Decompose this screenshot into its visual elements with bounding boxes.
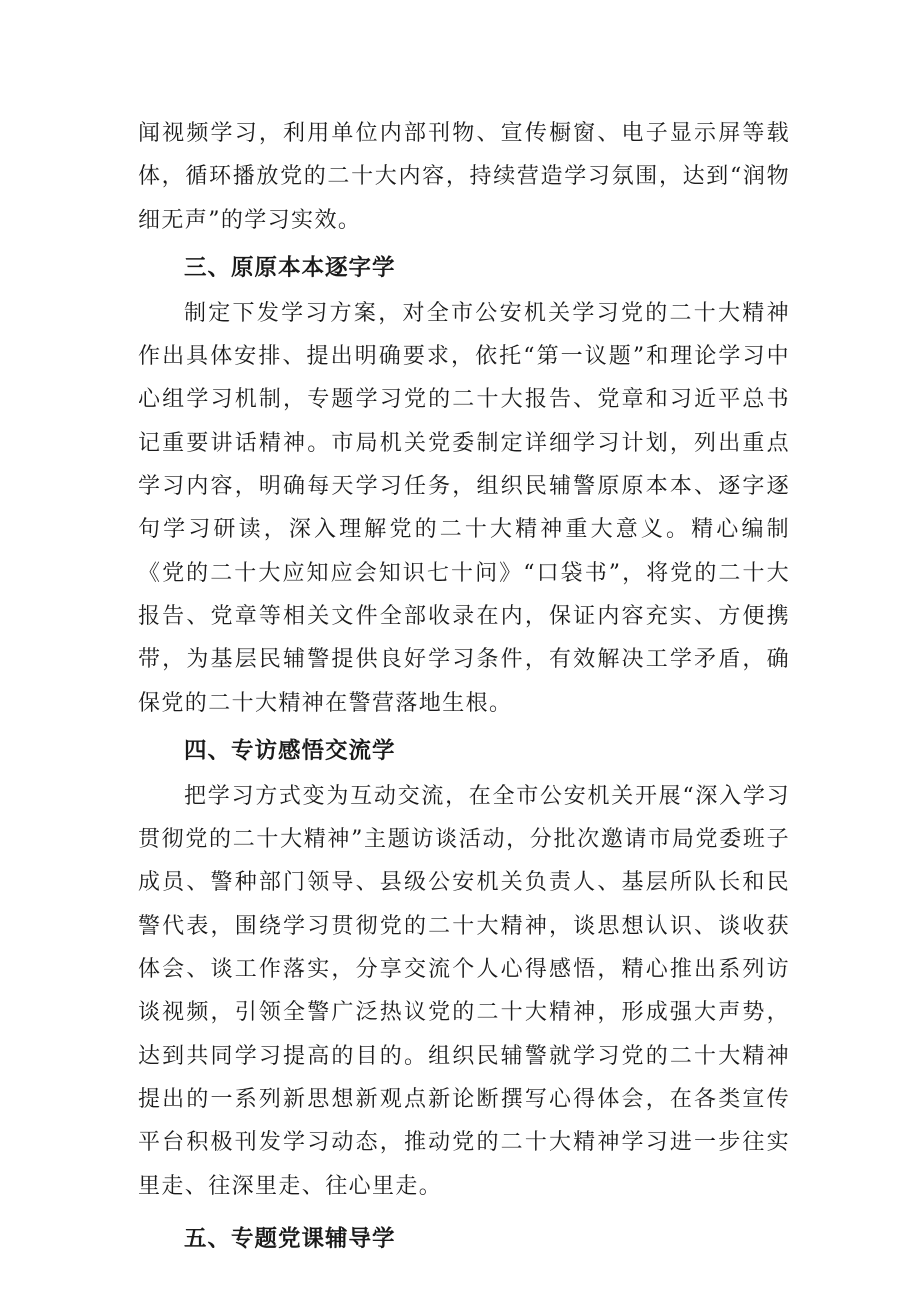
section-5-heading: 五、专题党课辅导学 (184, 1225, 396, 1252)
section-4-paragraph: 把学习方式变为互动交流，在全市公安机关开展“深入学习贯彻党的二十大精神”主题访谈活动，分批次邀请市局党委班子成员、警种部门领导、县级公安机关负责人、基层所队长和民警代表，围绕学习贯彻党的二十大精神，谈思想认识、谈收获体会、谈工作落实，分享交流个人心得感悟，精心推出系列访谈视频，引领全警广泛热议党的二十大精神，形成强大声势，达到共同学习提高的目的。组织民辅警就学习党的二十大精神提出的一系列新思想新观点新论断撰写心得体会，在各类宣传平台积极刊发学习动态，推动党的二十大精神学习进一步往实里走、往深里走、往心里走。 (138, 783, 790, 1199)
section-3-paragraph: 制定下发学习方案，对全市公安机关学习党的二十大精神作出具体安排、提出明确要求，依托“第一议题”和理论学习中心组学习机制，专题学习党的二十大报告、党章和习近平总书记重要讲话精神。市局机关党委制定详细学习计划，列出重点学习内容，明确每天学习任务，组织民辅警原原本本、逐字逐句学习研读，深入理解党的二十大精神重大意义。精心编制《党的二十大应知应会知识七十问》“口袋书”，将党的二十大报告、党章等相关文件全部收录在内，保证内容充实、方便携带，为基层民辅警提供良好学习条件，有效解决工学矛盾，确保党的二十大精神在警营落地生根。 (138, 300, 790, 716)
document-body (138, 112, 790, 1263)
intro-paragraph: 闻视频学习，利用单位内部刊物、宣传橱窗、电子显示屏等载体，循环播放党的二十大内容，持续营造学习氛围，达到“润物细无声”的学习实效。 (138, 121, 790, 233)
section-4-heading: 四、专访感悟交流学 (184, 737, 396, 764)
section-3-heading: 三、原原本本逐字学 (184, 254, 396, 281)
